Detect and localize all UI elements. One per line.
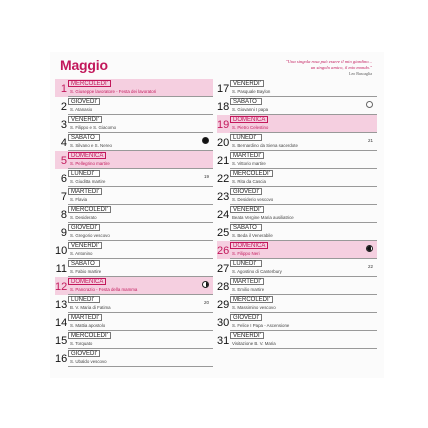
day-number: 27: [217, 263, 230, 275]
weekday-label: MARTEDI': [230, 152, 264, 159]
month-title: Maggio: [60, 57, 108, 73]
weekday-label: DOMENICA: [68, 152, 106, 159]
day-row[interactable]: [55, 205, 213, 223]
saint-name: S. Ubaldo vescovo: [70, 359, 107, 364]
day-row[interactable]: [217, 133, 377, 151]
week-number: 22: [367, 264, 373, 269]
day-row[interactable]: [55, 187, 213, 205]
weekday-label: VENERDI': [230, 80, 264, 87]
saint-name: S. Desiderio vescovo: [232, 197, 274, 202]
week-number: 21: [367, 138, 373, 143]
saint-name: S. Giuditta martire: [70, 179, 106, 184]
saint-name: S. Torquato: [70, 341, 93, 346]
saint-name: S. Gregorio vescovo: [70, 233, 110, 238]
day-row[interactable]: [55, 133, 213, 151]
day-number: 19: [217, 119, 230, 131]
day-number: 25: [217, 227, 230, 239]
day-row[interactable]: [55, 97, 213, 115]
saint-name: S. Giovanni I papa: [232, 107, 269, 112]
day-row[interactable]: [217, 223, 377, 241]
weekday-label: DOMENICA: [230, 242, 268, 249]
day-number: 4: [60, 137, 67, 149]
day-number: 2: [60, 101, 67, 113]
weekday-label: VENERDI': [68, 116, 102, 123]
day-row[interactable]: [55, 223, 213, 241]
day-row[interactable]: [217, 151, 377, 169]
saint-name: S. Giuseppe lavoratore - Festa dei lavoratori: [70, 89, 157, 94]
weekday-label: DOMENICA: [68, 278, 106, 285]
weekday-label: GIOVEDI': [68, 350, 100, 357]
saint-name: S. Massimino vescovo: [232, 305, 276, 310]
saint-name: S. Felice I Papa - Ascensione: [232, 323, 290, 328]
weekday-label: SABATO: [230, 98, 262, 105]
day-row[interactable]: [217, 169, 377, 187]
weekday-label: LUNEDI': [68, 296, 100, 303]
day-row[interactable]: [217, 187, 377, 205]
saint-name: S. Vittorio martire: [232, 161, 266, 166]
left-day-column: [55, 79, 213, 369]
day-row[interactable]: [55, 151, 213, 169]
weekday-label: MERCOLEDI': [68, 80, 111, 87]
day-number: 14: [55, 317, 68, 329]
week-number: 20: [203, 300, 209, 305]
day-number: 3: [60, 119, 67, 131]
moon-phase-icon: [366, 101, 373, 108]
saint-name: S. Pancrazio - Festa della mamma: [70, 287, 138, 292]
weekday-label: VENERDI': [68, 242, 102, 249]
day-number: 21: [217, 155, 230, 167]
saint-name: S. Pietro Celestino: [232, 125, 269, 130]
day-number: 8: [60, 209, 67, 221]
saint-name: S. Antonino: [70, 251, 93, 256]
week-number: 19: [203, 174, 209, 179]
moon-phase-icon: [202, 137, 209, 144]
weekday-label: GIOVEDI': [68, 98, 100, 105]
day-row[interactable]: [55, 349, 213, 367]
saint-name: S. Pellegrino martire: [70, 161, 110, 166]
weekday-label: SABATO: [230, 224, 262, 231]
day-number: 30: [217, 317, 230, 329]
saint-name: S. Bernardino da Siena sacerdote: [232, 143, 298, 148]
day-number: 28: [217, 281, 230, 293]
quote-line-2: un singolo amico, il mio mondo.": [310, 65, 372, 70]
day-row[interactable]: [55, 169, 213, 187]
moon-phase-icon: [366, 245, 373, 252]
saint-name: S. Emilio martire: [232, 287, 265, 292]
saint-name: S. Rita da Cascia: [232, 179, 266, 184]
moon-phase-icon: [202, 281, 209, 288]
day-number: 24: [217, 209, 230, 221]
day-number: 31: [217, 335, 230, 347]
day-number: 10: [55, 245, 68, 257]
day-number: 16: [55, 353, 68, 365]
day-number: 13: [55, 299, 68, 311]
day-row[interactable]: [55, 259, 213, 277]
day-number: 17: [217, 83, 230, 95]
saint-name: S. Filippo Neri: [232, 251, 260, 256]
weekday-label: GIOVEDI': [230, 188, 262, 195]
weekday-label: GIOVEDI': [68, 224, 100, 231]
weekday-label: VENERDI': [230, 206, 264, 213]
weekday-label: VENERDI': [230, 332, 264, 339]
saint-name: S. Flavia: [70, 197, 88, 202]
day-row[interactable]: [55, 295, 213, 313]
day-row[interactable]: [217, 277, 377, 295]
right-day-column: [217, 79, 377, 369]
row-divider: [68, 366, 213, 367]
weekday-label: MERCOLEDI': [230, 170, 273, 177]
weekday-label: GIOVEDI': [230, 314, 262, 321]
day-row[interactable]: [55, 241, 213, 259]
saint-name: B. V. Maria di Fatima: [70, 305, 111, 310]
day-row[interactable]: [217, 331, 377, 349]
day-row[interactable]: [55, 79, 213, 97]
weekday-label: MARTEDI': [230, 278, 264, 285]
saint-name: S. Beda il Venerabile: [232, 233, 273, 238]
saint-name: S. Atanasio: [70, 107, 93, 112]
day-row[interactable]: [217, 79, 377, 97]
day-row[interactable]: [217, 97, 377, 115]
day-number: 12: [55, 281, 68, 293]
day-row[interactable]: [55, 115, 213, 133]
day-number: 15: [55, 335, 68, 347]
day-row[interactable]: [217, 295, 377, 313]
saint-name: Visitazione B. V. Maria: [232, 341, 276, 346]
weekday-label: MARTEDI': [68, 314, 102, 321]
day-row[interactable]: [217, 259, 377, 277]
weekday-label: LUNEDI': [68, 170, 100, 177]
saint-name: S. Fabio martire: [70, 269, 102, 274]
saint-name: S. Pasquale Baylon: [232, 89, 271, 94]
day-number: 5: [60, 155, 67, 167]
day-number: 20: [217, 137, 230, 149]
day-row[interactable]: [217, 115, 377, 133]
saint-name: S. Desiderato: [70, 215, 97, 220]
quote-line-1: "Una singola rosa può essere il mio giardino...: [285, 59, 372, 64]
saint-name: S. Mattia apostolo: [70, 323, 106, 328]
day-number: 9: [60, 227, 67, 239]
day-row[interactable]: [55, 331, 213, 349]
weekday-label: SABATO: [68, 134, 100, 141]
day-number: 23: [217, 191, 230, 203]
weekday-label: MERCOLEDI': [68, 206, 111, 213]
saint-name: S. Silvano e S. Nereo: [70, 143, 112, 148]
saint-name: S. Agostino di Canterbury: [232, 269, 282, 274]
weekday-label: SABATO: [68, 260, 100, 267]
day-row[interactable]: [217, 313, 377, 331]
saint-name: S. Filippo e S. Giacomo: [70, 125, 117, 130]
weekday-label: MARTEDI': [68, 188, 102, 195]
day-number: 29: [217, 299, 230, 311]
weekday-label: MERCOLEDI': [68, 332, 111, 339]
weekday-label: LUNEDI': [230, 260, 262, 267]
row-divider: [230, 348, 377, 349]
saint-name: Beata Vergine Maria ausiliatrice: [232, 215, 294, 220]
weekday-label: LUNEDI': [230, 134, 262, 141]
day-row[interactable]: [55, 277, 213, 295]
day-number: 11: [55, 263, 67, 275]
day-row[interactable]: [55, 313, 213, 331]
day-number: 6: [60, 173, 67, 185]
day-row[interactable]: [217, 241, 377, 259]
day-number: 18: [217, 101, 230, 113]
day-number: 26: [217, 245, 230, 257]
day-row[interactable]: [217, 205, 377, 223]
weekday-label: DOMENICA: [230, 116, 268, 123]
day-number: 7: [60, 191, 67, 203]
day-number: 1: [60, 83, 67, 95]
weekday-label: MERCOLEDI': [230, 296, 273, 303]
day-number: 22: [217, 173, 230, 185]
quote-author: Leo Buscaglia: [349, 71, 372, 76]
quote: [228, 59, 372, 77]
